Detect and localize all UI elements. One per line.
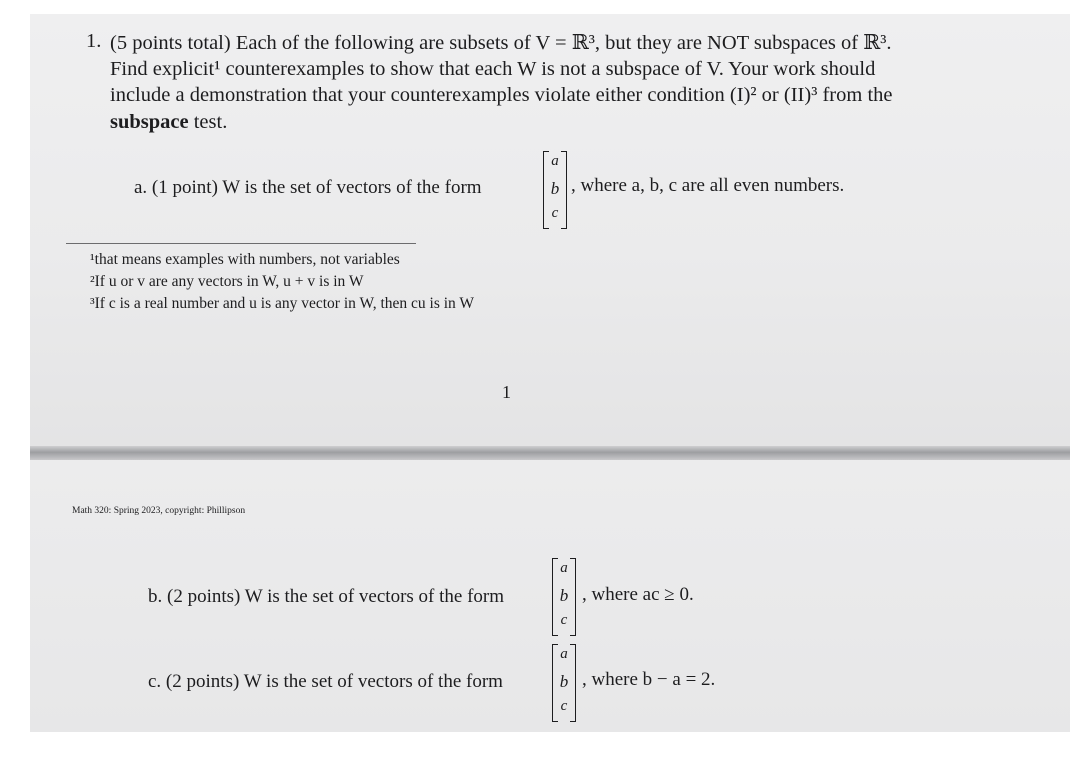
vector-entry-a: a [560,560,568,576]
vector-entry-b: b [550,179,560,198]
problem-number: 1. [86,30,102,52]
part-c-suffix: , where b − a = 2. [582,669,716,690]
part-a-vector [543,151,567,229]
right-bracket [561,151,567,229]
part-a-prefix: a. (1 point) W is the set of vectors of the form [134,177,482,198]
subspace-bold-word: subspace [110,111,189,133]
part-b-suffix: , where ac ≥ 0. [582,584,694,605]
page-number: 1 [502,382,511,402]
part-c-vector [552,644,576,722]
footnote-1: ¹that means examples with numbers, not variables [90,251,400,268]
copyright-header: Math 320: Spring 2023, copyright: Phillipson [72,506,246,516]
vector-entry-b: b [559,586,569,605]
page-2 [30,460,1070,732]
vector-entry-c: c [551,205,559,221]
vector-entry-a: a [560,646,568,662]
right-bracket [570,558,576,636]
page-1 [30,14,1070,446]
right-bracket [570,644,576,722]
part-b-vector [552,558,576,636]
vector-entry-a: a [551,153,559,169]
problem-line-3: include a demonstration that your counterexamples violate either condition (I)² or (II)³ from the [110,84,893,106]
part-c-prefix: c. (2 points) W is the set of vectors of the form [148,671,503,692]
vector-entry-c: c [560,612,568,628]
part-a-suffix: , where a, b, c are all even numbers. [571,175,845,196]
problem-line-2: Find explicit¹ counterexamples to show that each W is not a subspace of V. Your work should [110,58,876,80]
footnote-3: ³If c is a real number and u is any vector in W, then cu is in W [90,295,475,312]
problem-line-4-rest: test. [188,111,228,133]
page-break-shadow [30,446,1070,460]
problem-line-1: (5 points total) Each of the following are subsets of V = ℝ³, but they are NOT subspaces of ℝ³. [110,32,892,54]
vector-entry-c: c [560,698,568,714]
vector-entry-b: b [559,672,569,691]
problem-line-4 [110,109,227,136]
footnote-divider [66,243,416,244]
part-b-prefix: b. (2 points) W is the set of vectors of the form [148,586,505,607]
footnote-2: ²If u or v are any vectors in W, u + v is in W [90,273,364,290]
